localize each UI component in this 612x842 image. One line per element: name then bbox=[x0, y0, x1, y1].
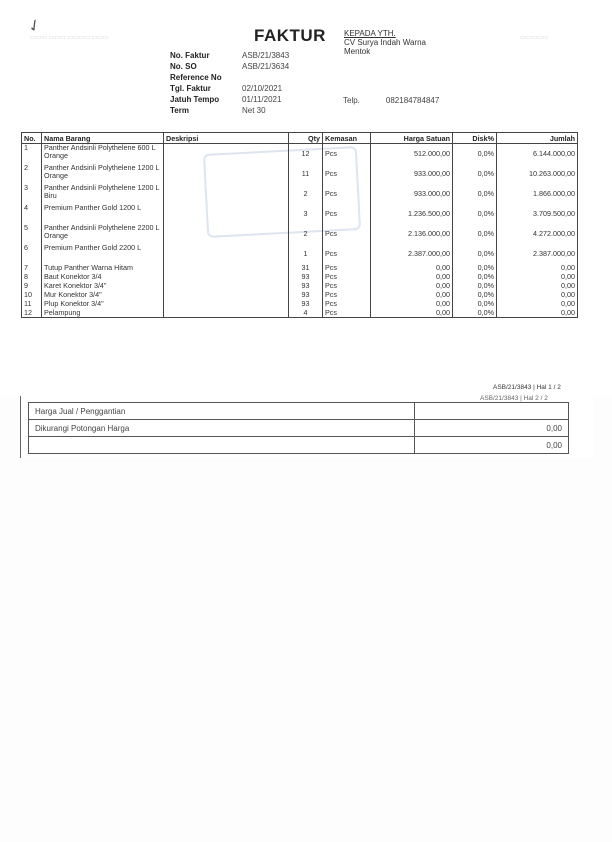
totals-label: Dikurangi Potongan Harga bbox=[29, 420, 415, 437]
recipient-city: Mentok bbox=[344, 47, 371, 56]
cell-name: Plup Konektor 3/4" bbox=[42, 300, 164, 309]
cell-no: 9 bbox=[22, 282, 42, 291]
cell-no: 2 bbox=[22, 164, 42, 184]
cell-desc bbox=[164, 244, 289, 264]
meta-row bbox=[170, 94, 289, 105]
meta-label: No. Faktur bbox=[170, 51, 210, 60]
cell-price: 933.000,00 bbox=[371, 184, 453, 204]
cell-unit: Pcs bbox=[323, 244, 371, 264]
table-row bbox=[22, 144, 578, 164]
cell-qty: 93 bbox=[289, 300, 323, 309]
cell-no: 8 bbox=[22, 273, 42, 282]
cell-unit: Pcs bbox=[323, 264, 371, 273]
cell-unit: Pcs bbox=[323, 300, 371, 309]
cell-disc: 0,0% bbox=[453, 300, 497, 309]
cell-price: 0,00 bbox=[371, 291, 453, 300]
cell-no: 10 bbox=[22, 291, 42, 300]
totals-row bbox=[29, 437, 569, 454]
cell-unit: Pcs bbox=[323, 273, 371, 282]
meta-label: Jatuh Tempo bbox=[170, 95, 220, 104]
cell-disc: 0,0% bbox=[453, 264, 497, 273]
meta-label: No. SO bbox=[170, 62, 197, 71]
cell-qty: 2 bbox=[289, 224, 323, 244]
cell-qty: 93 bbox=[289, 282, 323, 291]
cell-qty: 4 bbox=[289, 309, 323, 318]
cell-qty: 31 bbox=[289, 264, 323, 273]
telp-value: 082184784847 bbox=[385, 96, 440, 105]
items-table bbox=[21, 132, 578, 318]
table-row bbox=[22, 291, 578, 300]
telp-line bbox=[343, 96, 439, 105]
totals-table bbox=[28, 402, 569, 454]
cell-unit: Pcs bbox=[323, 204, 371, 224]
show-through-text: ▭▭▭▭▭ bbox=[520, 35, 549, 41]
cell-disc: 0,0% bbox=[453, 224, 497, 244]
table-row bbox=[22, 184, 578, 204]
meta-row bbox=[170, 61, 289, 72]
table-row bbox=[22, 204, 578, 224]
cell-price: 2.387.000,00 bbox=[371, 244, 453, 264]
meta-label: Tgl. Faktur bbox=[170, 84, 211, 93]
meta-row bbox=[170, 105, 289, 116]
cell-no: 11 bbox=[22, 300, 42, 309]
cell-no: 6 bbox=[22, 244, 42, 264]
recipient-block bbox=[344, 29, 426, 56]
cell-desc bbox=[164, 204, 289, 224]
cell-total: 0,00 bbox=[497, 300, 578, 309]
cell-no: 4 bbox=[22, 204, 42, 224]
cell-price: 0,00 bbox=[371, 282, 453, 291]
cell-desc bbox=[164, 264, 289, 273]
cell-price: 512.000,00 bbox=[371, 144, 453, 164]
meta-row bbox=[170, 50, 289, 61]
cell-price: 1.236.500,00 bbox=[371, 204, 453, 224]
cell-total: 1.866.000,00 bbox=[497, 184, 578, 204]
cell-desc bbox=[164, 224, 289, 244]
cell-name: Tutup Panther Warna Hitam bbox=[42, 264, 164, 273]
cell-desc bbox=[164, 300, 289, 309]
table-row bbox=[22, 244, 578, 264]
table-row bbox=[22, 282, 578, 291]
cell-desc bbox=[164, 184, 289, 204]
cell-total: 2.387.000,00 bbox=[497, 244, 578, 264]
cell-name: Baut Konektor 3/4 bbox=[42, 273, 164, 282]
meta-label: Term bbox=[170, 106, 189, 115]
pen-mark-icon: ✓ bbox=[24, 15, 46, 38]
meta-value: ASB/21/3843 bbox=[242, 51, 290, 60]
totals-value: 0,00 bbox=[415, 437, 569, 454]
col-header: Disk% bbox=[453, 133, 497, 144]
table-row bbox=[22, 300, 578, 309]
cell-price: 0,00 bbox=[371, 300, 453, 309]
totals-label: Harga Jual / Penggantian bbox=[29, 403, 415, 420]
cell-disc: 0,0% bbox=[453, 291, 497, 300]
document-title: FAKTUR bbox=[254, 26, 326, 45]
cell-desc bbox=[164, 291, 289, 300]
cell-total: 4.272.000,00 bbox=[497, 224, 578, 244]
totals-value bbox=[415, 403, 569, 420]
table-row bbox=[22, 309, 578, 318]
cell-qty: 1 bbox=[289, 244, 323, 264]
cell-name: Pelampung bbox=[42, 309, 164, 318]
meta-value: 01/11/2021 bbox=[242, 95, 282, 104]
cell-unit: Pcs bbox=[323, 184, 371, 204]
cell-no: 3 bbox=[22, 184, 42, 204]
totals-row bbox=[29, 420, 569, 437]
cell-desc bbox=[164, 164, 289, 184]
cell-name: Panther Andsinli Polythelene 1200 L Orange bbox=[42, 164, 164, 184]
cell-name: Karet Konektor 3/4" bbox=[42, 282, 164, 291]
recipient-name: CV Surya Indah Warna bbox=[344, 38, 426, 47]
col-header: Kemasan bbox=[323, 133, 371, 144]
cell-disc: 0,0% bbox=[453, 144, 497, 164]
table-header-row bbox=[22, 133, 578, 144]
cell-price: 0,00 bbox=[371, 273, 453, 282]
cell-total: 10.263.000,00 bbox=[497, 164, 578, 184]
meta-value: 02/10/2021 bbox=[242, 84, 283, 93]
cell-qty: 3 bbox=[289, 204, 323, 224]
cell-price: 2.136.000,00 bbox=[371, 224, 453, 244]
cell-desc bbox=[164, 273, 289, 282]
cell-name: Premium Panther Gold 2200 L bbox=[42, 244, 164, 264]
meta-label: Reference No bbox=[170, 73, 222, 82]
col-header: Jumlah bbox=[497, 133, 578, 144]
cell-name: Mur Konektor 3/4" bbox=[42, 291, 164, 300]
page-indicator: ASB/21/3843 | Hal 2 / 2 bbox=[480, 395, 548, 402]
telp-label: Telp. bbox=[343, 96, 360, 105]
cell-unit: Pcs bbox=[323, 282, 371, 291]
cell-name: Panther Andsinli Polythelene 600 L Orange bbox=[42, 144, 164, 164]
col-header: No. bbox=[22, 133, 42, 144]
table-body bbox=[22, 144, 578, 318]
totals-label bbox=[29, 437, 415, 454]
cell-qty: 11 bbox=[289, 164, 323, 184]
meta-value: ASB/21/3634 bbox=[242, 62, 290, 71]
recipient-label: KEPADA YTH. bbox=[344, 29, 396, 38]
cell-desc bbox=[164, 282, 289, 291]
page-indicator: ASB/21/3843 | Hal 1 / 2 bbox=[493, 384, 561, 391]
cell-no: 12 bbox=[22, 309, 42, 318]
table-row bbox=[22, 164, 578, 184]
totals-value: 0,00 bbox=[415, 420, 569, 437]
cell-no: 7 bbox=[22, 264, 42, 273]
cell-disc: 0,0% bbox=[453, 204, 497, 224]
cell-qty: 2 bbox=[289, 184, 323, 204]
cell-total: 0,00 bbox=[497, 264, 578, 273]
cell-total: 6.144.000,00 bbox=[497, 144, 578, 164]
cell-unit: Pcs bbox=[323, 291, 371, 300]
cell-qty: 12 bbox=[289, 144, 323, 164]
cell-total: 0,00 bbox=[497, 273, 578, 282]
cell-unit: Pcs bbox=[323, 144, 371, 164]
totals-row bbox=[29, 403, 569, 420]
col-header: Deskripsi bbox=[164, 133, 289, 144]
cell-disc: 0,0% bbox=[453, 309, 497, 318]
cell-disc: 0,0% bbox=[453, 282, 497, 291]
cell-qty: 93 bbox=[289, 291, 323, 300]
table-row bbox=[22, 224, 578, 244]
invoice-meta bbox=[170, 50, 289, 116]
cell-disc: 0,0% bbox=[453, 273, 497, 282]
cell-price: 0,00 bbox=[371, 264, 453, 273]
col-header: Qty bbox=[289, 133, 323, 144]
cell-desc bbox=[164, 144, 289, 164]
meta-row bbox=[170, 83, 289, 94]
col-header: Harga Satuan bbox=[371, 133, 453, 144]
table-row bbox=[22, 264, 578, 273]
cell-name: Premium Panther Gold 1200 L bbox=[42, 204, 164, 224]
show-through-text: ▭▭▭ ▭▭▭ ▭▭▭▭ ▭▭▭ bbox=[30, 35, 109, 41]
cell-total: 0,00 bbox=[497, 282, 578, 291]
cell-price: 933.000,00 bbox=[371, 164, 453, 184]
cell-unit: Pcs bbox=[323, 309, 371, 318]
cell-no: 5 bbox=[22, 224, 42, 244]
cell-unit: Pcs bbox=[323, 164, 371, 184]
cell-name: Panther Andsinli Polythelene 1200 L Biru bbox=[42, 184, 164, 204]
cell-total: 3.709.500,00 bbox=[497, 204, 578, 224]
cell-disc: 0,0% bbox=[453, 184, 497, 204]
cell-total: 0,00 bbox=[497, 309, 578, 318]
cell-disc: 0,0% bbox=[453, 164, 497, 184]
meta-row bbox=[170, 72, 289, 83]
cell-desc bbox=[164, 309, 289, 318]
meta-value: Net 30 bbox=[242, 106, 266, 115]
cell-price: 0,00 bbox=[371, 309, 453, 318]
cell-qty: 93 bbox=[289, 273, 323, 282]
cell-name: Panther Andsinli Polythelene 2200 L Orange bbox=[42, 224, 164, 244]
col-header: Nama Barang bbox=[42, 133, 164, 144]
cell-no: 1 bbox=[22, 144, 42, 164]
cell-total: 0,00 bbox=[497, 291, 578, 300]
cell-disc: 0,0% bbox=[453, 244, 497, 264]
cell-unit: Pcs bbox=[323, 224, 371, 244]
